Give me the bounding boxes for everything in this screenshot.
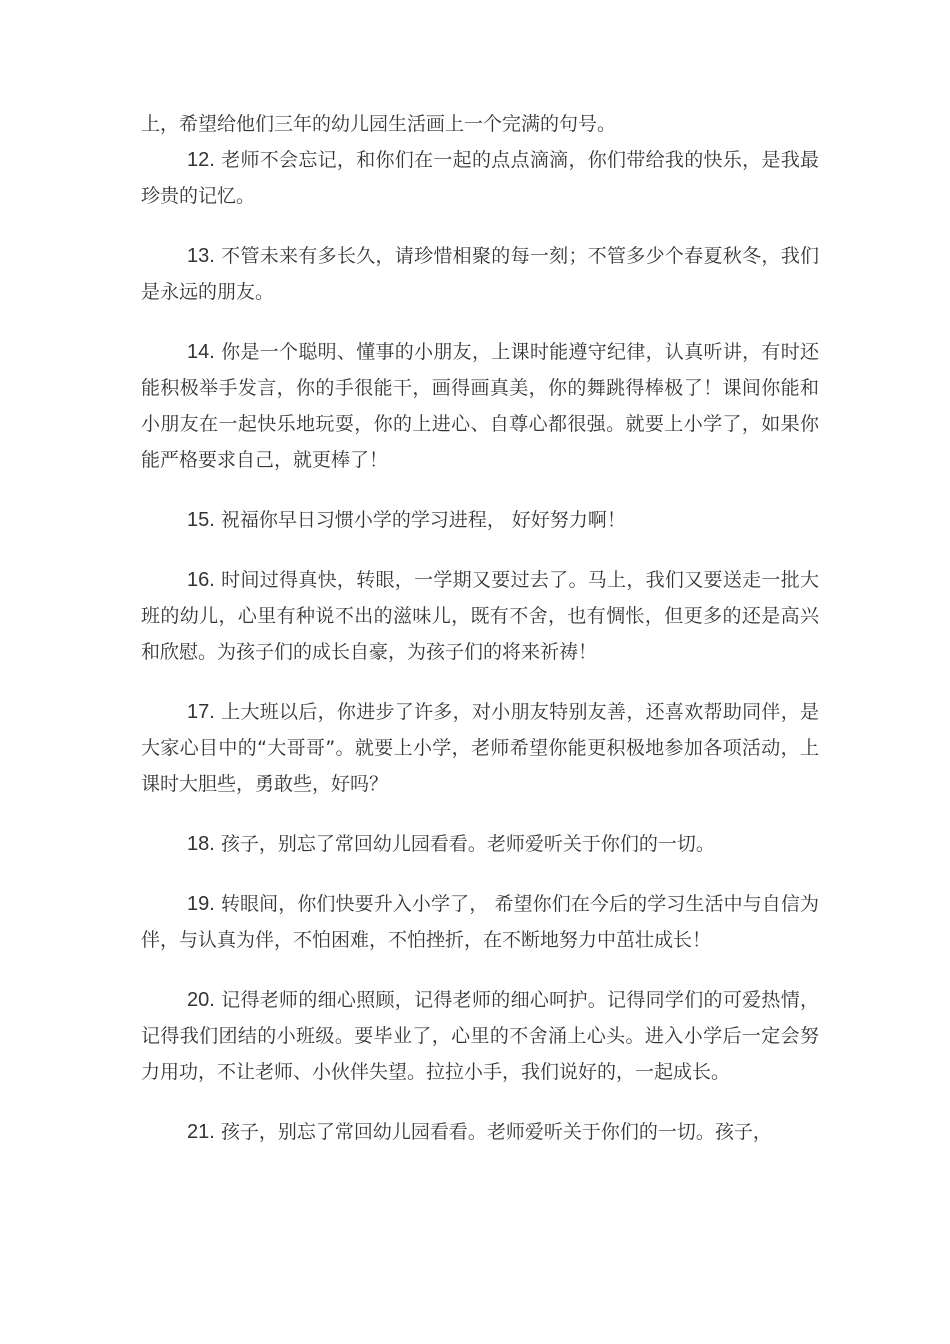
paragraph-text: 你是一个聪明、懂事的小朋友，上课时能遵守纪律，认真听讲，有时还能积极举手发言，你的手很能干，画得画真美，你的舞跳得棒极了！课间你能和小朋友在一起快乐地玩耍，你的上进心、自尊心都很强。就要上小学了，如果你能严格要求自己，就更棒了！	[141, 341, 819, 471]
paragraph-text: 祝福你早日习惯小学的学习进程， 好好努力啊！	[214, 509, 626, 531]
paragraph-number: 18.	[187, 833, 215, 855]
paragraph-17	[141, 694, 819, 802]
paragraph-text: 上，希望给他们三年的幼儿园生活画上一个完满的句号。	[141, 113, 617, 135]
paragraph-number: 20.	[187, 989, 215, 1011]
paragraph-14	[141, 334, 819, 478]
paragraph-text: 上大班以后，你进步了许多，对小朋友特别友善，还喜欢帮助同伴，是大家心目中的“大哥哥”。就要上小学，老师希望你能更积极地参加各项活动，上课时大胆些，勇敢些，好吗？	[141, 701, 819, 795]
paragraph-continuation	[141, 106, 819, 142]
paragraph-number: 14.	[187, 341, 215, 363]
paragraph-text: 不管未来有多长久，请珍惜相聚的每一刻；不管多少个春夏秋冬，我们是永远的朋友。	[141, 245, 819, 303]
paragraph-number: 15.	[187, 509, 215, 531]
paragraph-16	[141, 562, 819, 670]
paragraph-text: 记得老师的细心照顾，记得老师的细心呵护。记得同学们的可爱热情，记得我们团结的小班级。要毕业了，心里的不舍涌上心头。进入小学后一定会努力用功，不让老师、小伙伴失望。拉拉小手，我们说好的，一起成长。	[141, 989, 819, 1083]
paragraph-number: 13.	[187, 245, 215, 267]
document-body	[141, 106, 819, 1150]
paragraph-21	[141, 1114, 819, 1150]
paragraph-18	[141, 826, 819, 862]
paragraph-text: 孩子，别忘了常回幼儿园看看。老师爱听关于你们的一切。孩子，	[214, 1121, 772, 1143]
paragraph-text: 老师不会忘记，和你们在一起的点点滴滴，你们带给我的快乐，是我最珍贵的记忆。	[141, 149, 819, 207]
paragraph-20	[141, 982, 819, 1090]
paragraph-number: 19.	[187, 893, 215, 915]
paragraph-text: 时间过得真快，转眼，一学期又要过去了。马上，我们又要送走一批大班的幼儿，心里有种说不出的滋味儿，既有不舍，也有惆怅，但更多的还是高兴和欣慰。为孩子们的成长自豪，为孩子们的将来祈祷！	[141, 569, 819, 663]
paragraph-15	[141, 502, 819, 538]
paragraph-19	[141, 886, 819, 958]
paragraph-text: 转眼间，你们快要升入小学了， 希望你们在今后的学习生活中与自信为伴，与认真为伴，不怕困难，不怕挫折，在不断地努力中茁壮成长！	[141, 893, 819, 951]
paragraph-text: 孩子，别忘了常回幼儿园看看。老师爱听关于你们的一切。	[214, 833, 715, 855]
paragraph-number: 21.	[187, 1121, 215, 1143]
paragraph-number: 17.	[187, 701, 215, 723]
paragraph-12	[141, 142, 819, 214]
paragraph-number: 16.	[187, 569, 215, 591]
paragraph-13	[141, 238, 819, 310]
paragraph-number: 12.	[187, 149, 215, 171]
